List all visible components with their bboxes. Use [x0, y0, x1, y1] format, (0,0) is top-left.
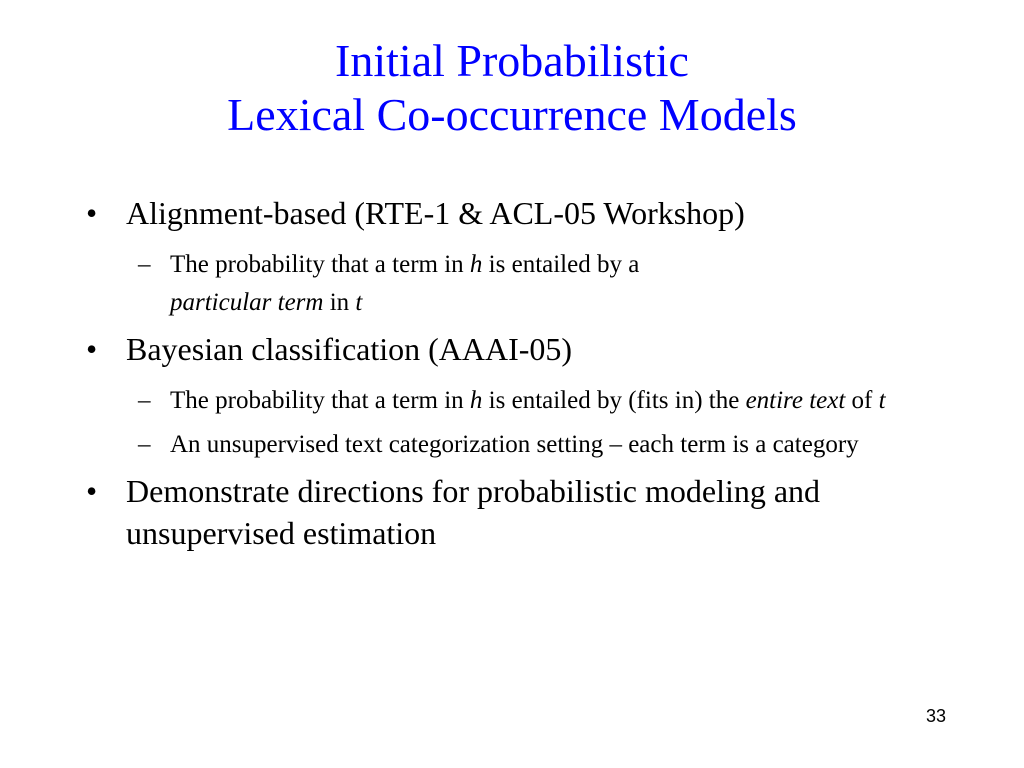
dash-marker: – — [138, 251, 151, 278]
title-line-2: Lexical Co-occurrence Models — [227, 89, 797, 140]
bullet-group — [86, 192, 966, 322]
bullet-text: Demonstrate directions for probabilistic modeling and unsupervised estimation — [126, 473, 821, 551]
dash-marker: – — [138, 387, 151, 414]
sub-item — [86, 246, 966, 322]
bullet-group — [86, 328, 966, 464]
bullet-item — [86, 192, 966, 234]
slide-body — [86, 192, 966, 566]
bullet-item — [86, 470, 966, 554]
title-line-1: Initial Probabilistic — [335, 35, 689, 86]
page-number: 33 — [925, 706, 946, 726]
sub-text: The probability that a term in h is entailed by (fits in) the entire text of t — [170, 387, 886, 414]
sub-text: An unsupervised text categorization setting – each term is a category — [170, 431, 859, 458]
bullet-marker: • — [86, 331, 98, 367]
sub-item — [86, 382, 966, 420]
bullet-group — [86, 470, 966, 554]
bullet-text: Bayesian classification (AAAI-05) — [126, 331, 573, 367]
bullet-item — [86, 328, 966, 370]
sub-item — [86, 426, 966, 464]
dash-marker: – — [138, 431, 151, 458]
bullet-marker: • — [86, 195, 98, 231]
slide-title — [0, 34, 1024, 142]
sub-text: The probability that a term in h is entailed by a particular term in t — [170, 251, 640, 316]
bullet-marker: • — [86, 473, 98, 509]
bullet-text: Alignment-based (RTE-1 & ACL-05 Workshop) — [126, 195, 745, 231]
